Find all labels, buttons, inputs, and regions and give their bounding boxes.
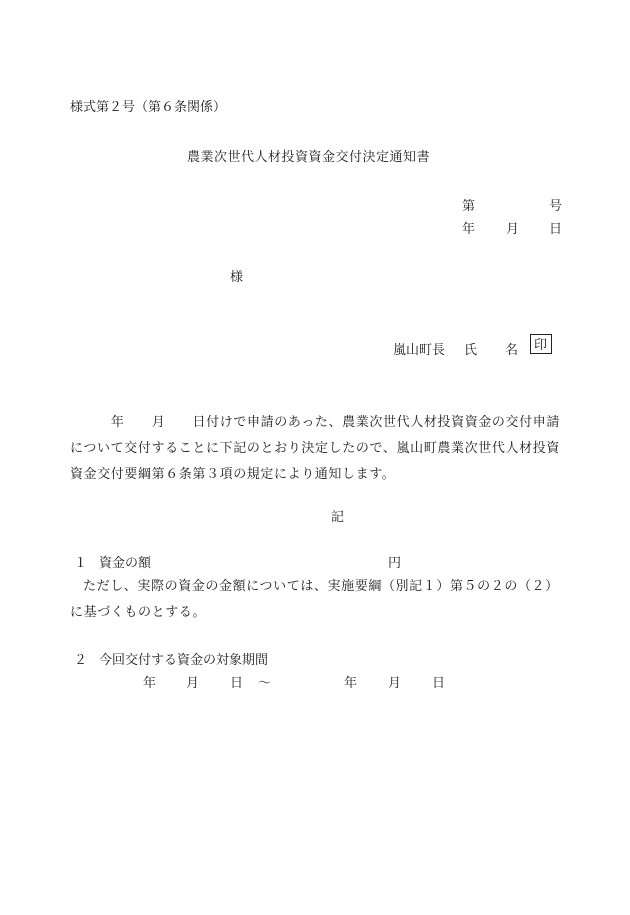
item1-label: 資金の額 xyxy=(99,556,152,571)
addressee-honorific: 様 xyxy=(230,270,244,285)
date-day-label: 日 xyxy=(549,222,563,237)
period-start-day: 日 xyxy=(230,676,244,691)
period-start-year: 年 xyxy=(143,676,157,691)
doc-number-suffix: 号 xyxy=(549,199,563,214)
date-month-label: 月 xyxy=(506,222,520,237)
form-label: 様式第２号（第６条関係） xyxy=(70,100,227,115)
issuer-name-label-2: 名 xyxy=(505,343,519,358)
date-year-label: 年 xyxy=(462,222,476,237)
ki-heading: 記 xyxy=(331,510,345,525)
item1-proviso: ただし、実際の資金の金額については、実施要綱（別記１）第５の２の（２）に基づくものとする。 xyxy=(70,579,559,620)
doc-number-prefix: 第 xyxy=(462,199,476,214)
item1-unit: 円 xyxy=(388,556,402,571)
issuer-name-label-1: 氏 xyxy=(464,343,478,358)
document-title: 農業次世代人材投資資金交付決定通知書 xyxy=(187,150,431,165)
seal-label: 印 xyxy=(534,338,548,353)
period-start-month: 月 xyxy=(186,676,200,691)
item2-label: 今回交付する資金の対象期間 xyxy=(99,653,269,668)
period-end-year: 年 xyxy=(344,676,358,691)
period-separator: ～ xyxy=(258,676,272,691)
item1-number: １ xyxy=(74,556,88,571)
notification-body: 年 月 日付けで申請のあった、農業次世代人材投資資金の交付申請について交付することに下記のとおり決定したので、嵐山町農業次世代人材投資資金交付要綱第６条第３項の規定により通知します。 xyxy=(70,415,560,482)
period-end-day: 日 xyxy=(432,676,446,691)
item2-number: ２ xyxy=(74,653,88,668)
period-end-month: 月 xyxy=(388,676,402,691)
issuer-title: 嵐山町長 xyxy=(393,343,446,358)
